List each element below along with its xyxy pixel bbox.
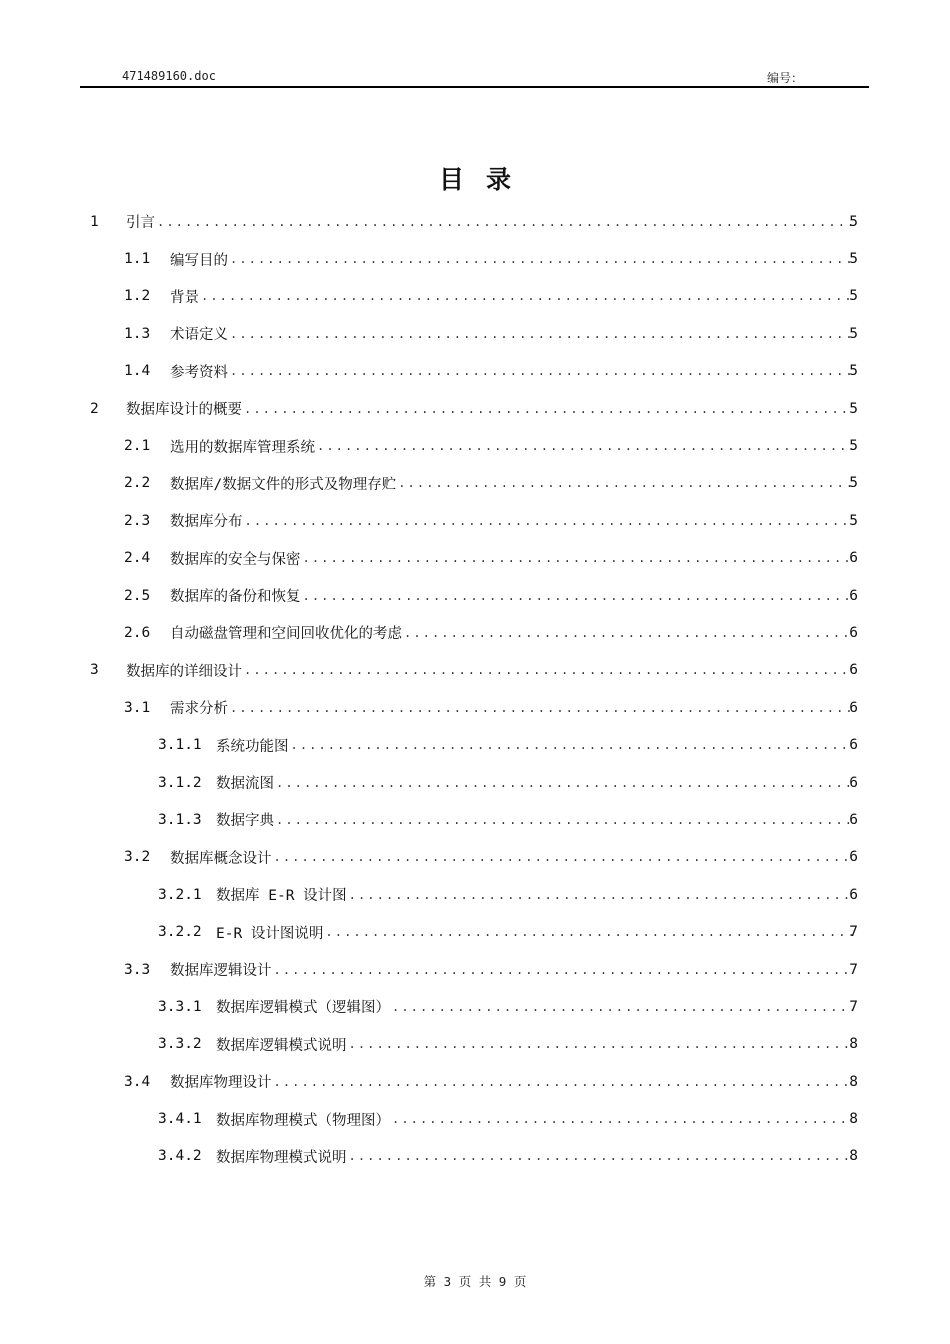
toc-entry-number: 1.2 — [124, 288, 151, 305]
toc-dot-leader — [398, 476, 852, 490]
toc-entry-number: 3.2.2 — [158, 924, 202, 941]
toc-entry-page: 5 — [849, 438, 858, 455]
toc-dot-leader — [303, 551, 853, 565]
toc-entry-page: 7 — [849, 924, 858, 941]
table-of-contents — [0, 203, 950, 1175]
toc-entry[interactable] — [0, 652, 950, 689]
toc-entry-number: 3.1.1 — [158, 737, 202, 754]
toc-entry-number: 3 — [90, 662, 99, 679]
toc-dot-leader — [230, 364, 852, 378]
toc-entry-title: 数据库物理模式说明 — [216, 1149, 347, 1166]
page-header — [80, 66, 869, 88]
toc-entry-page: 5 — [849, 251, 858, 268]
toc-dot-leader — [244, 663, 852, 677]
toc-entry-number: 3.2 — [124, 849, 151, 866]
toc-entry[interactable] — [0, 577, 950, 614]
toc-entry-page: 5 — [849, 288, 858, 305]
toc-entry[interactable] — [0, 801, 950, 838]
toc-entry-number: 1.1 — [124, 251, 151, 268]
toc-entry[interactable] — [0, 1138, 950, 1175]
toc-entry-number: 3.3.2 — [158, 1036, 202, 1053]
toc-dot-leader — [349, 1037, 853, 1051]
toc-entry-page: 6 — [849, 737, 858, 754]
toc-entry-title: 数据库逻辑模式说明 — [216, 1037, 347, 1054]
toc-entry-title: 数据库设计的概要 — [126, 402, 242, 419]
toc-entry[interactable] — [0, 689, 950, 726]
toc-entry-page: 6 — [849, 550, 858, 567]
toc-entry-title: 数据库逻辑设计 — [170, 963, 272, 979]
toc-entry-page: 5 — [849, 325, 858, 342]
toc-entry-title: 数据库物理设计 — [170, 1075, 272, 1092]
toc-entry[interactable] — [0, 876, 950, 913]
toc-dot-leader — [404, 626, 852, 640]
toc-dot-leader — [349, 888, 852, 902]
toc-entry-title: 背景 — [170, 289, 199, 306]
toc-entry-page: 6 — [849, 587, 858, 604]
toc-entry-page: 5 — [849, 213, 858, 230]
toc-entry-number: 3.3 — [124, 961, 151, 978]
toc-entry-title: 数据字典 — [216, 813, 274, 830]
toc-entry-title: 数据库 E-R 设计图 — [216, 888, 347, 905]
toc-dot-leader — [392, 1112, 852, 1126]
toc-entry-title: 数据库的安全与保密 — [170, 551, 301, 568]
toc-entry-title: 数据库物理模式（物理图） — [216, 1112, 390, 1129]
toc-dot-leader — [317, 439, 852, 453]
toc-entry-number: 3.1 — [124, 699, 151, 716]
toc-entry[interactable] — [0, 764, 950, 801]
toc-entry-number: 2.4 — [124, 550, 151, 567]
toc-entry-title: 系统功能图 — [216, 738, 289, 755]
toc-entry[interactable] — [0, 839, 950, 876]
toc-dot-leader — [230, 701, 852, 715]
toc-entry[interactable] — [0, 315, 950, 352]
toc-entry[interactable] — [0, 614, 950, 651]
toc-entry-number: 1.3 — [124, 325, 151, 342]
toc-dot-leader — [244, 402, 852, 416]
toc-entry[interactable] — [0, 1100, 950, 1137]
toc-entry-title: 编写目的 — [170, 252, 228, 269]
toc-entry-title: 引言 — [126, 215, 155, 232]
toc-entry[interactable] — [0, 1026, 950, 1063]
toc-entry-title: 参考资料 — [170, 364, 228, 381]
toc-entry[interactable] — [0, 427, 950, 464]
toc-entry-number: 3.4 — [124, 1073, 151, 1090]
toc-dot-leader — [349, 1149, 853, 1163]
toc-entry-page: 6 — [849, 886, 858, 903]
toc-dot-leader — [303, 589, 853, 603]
toc-entry[interactable] — [0, 988, 950, 1025]
toc-entry-number: 3.3.1 — [158, 998, 202, 1015]
toc-entry-number: 2 — [90, 400, 99, 417]
toc-entry-page: 7 — [849, 961, 858, 978]
toc-dot-leader — [230, 252, 852, 266]
toc-entry[interactable] — [0, 203, 950, 240]
toc-entry-title: 自动磁盘管理和空间回收优化的考虑 — [170, 626, 402, 643]
document-filename: 471489160.doc — [122, 69, 216, 83]
toc-entry-number: 3.4.1 — [158, 1111, 202, 1128]
toc-entry-page: 5 — [849, 363, 858, 380]
toc-entry-title: 数据流图 — [216, 776, 274, 793]
toc-entry[interactable] — [0, 951, 950, 988]
toc-dot-leader — [274, 1075, 853, 1089]
toc-entry-page: 8 — [849, 1148, 858, 1165]
toc-entry-number: 2.5 — [124, 587, 151, 604]
toc-entry-page: 8 — [849, 1111, 858, 1128]
toc-entry-title: 需求分析 — [170, 701, 228, 718]
toc-dot-leader — [245, 514, 853, 528]
toc-entry[interactable] — [0, 502, 950, 539]
toc-entry[interactable] — [0, 278, 950, 315]
toc-entry-title: 术语定义 — [170, 327, 228, 344]
toc-dot-leader — [276, 776, 852, 790]
toc-entry-number: 2.3 — [124, 512, 151, 529]
toc-entry-title: 数据库的详细设计 — [126, 663, 242, 680]
toc-entry-number: 3.1.3 — [158, 811, 202, 828]
toc-entry-number: 3.4.2 — [158, 1148, 202, 1165]
toc-entry-page: 8 — [849, 1073, 858, 1090]
toc-dot-leader — [276, 813, 852, 827]
toc-entry-number: 3.1.2 — [158, 774, 202, 791]
toc-entry-number: 2.2 — [124, 475, 151, 492]
toc-entry[interactable] — [0, 726, 950, 763]
toc-entry[interactable] — [0, 1063, 950, 1100]
toc-entry-page: 6 — [849, 624, 858, 641]
toc-dot-leader — [274, 963, 853, 977]
toc-entry-title: 选用的数据库管理系统 — [170, 439, 315, 456]
toc-entry-page: 6 — [849, 699, 858, 716]
toc-entry[interactable] — [0, 540, 950, 577]
toc-entry-title: 数据库逻辑模式（逻辑图） — [216, 1000, 390, 1017]
toc-entry-page: 6 — [849, 662, 858, 679]
toc-entry-title: 数据库分布 — [170, 514, 243, 531]
toc-entry[interactable] — [0, 353, 950, 390]
toc-dot-leader — [291, 738, 853, 752]
toc-entry[interactable] — [0, 913, 950, 950]
toc-dot-leader — [392, 1000, 852, 1014]
toc-entry-number: 3.2.1 — [158, 886, 202, 903]
toc-entry-page: 6 — [849, 849, 858, 866]
toc-entry-number: 1.4 — [124, 363, 151, 380]
toc-entry[interactable] — [0, 465, 950, 502]
toc-entry-page: 5 — [849, 512, 858, 529]
toc-entry-title: 数据库的备份和恢复 — [170, 589, 301, 606]
toc-title: 目录 — [438, 165, 533, 194]
toc-entry[interactable] — [0, 240, 950, 277]
toc-entry-title: E-R 设计图说明 — [216, 925, 324, 942]
toc-dot-leader — [157, 215, 852, 229]
toc-entry-number: 2.6 — [124, 624, 151, 641]
toc-entry-page: 8 — [849, 1036, 858, 1053]
toc-dot-leader — [325, 925, 852, 939]
document-number-label: 编号： — [766, 71, 803, 85]
toc-dot-leader — [201, 289, 852, 303]
page-footer: 第 3 页 共 9 页 — [423, 1274, 527, 1289]
toc-dot-leader — [274, 850, 853, 864]
toc-entry-title: 数据库/数据文件的形式及物理存贮 — [170, 476, 397, 493]
toc-entry[interactable] — [0, 390, 950, 427]
toc-entry-number: 1 — [90, 213, 99, 230]
toc-entry-page: 6 — [849, 811, 858, 828]
toc-entry-number: 2.1 — [124, 438, 151, 455]
toc-entry-page: 5 — [849, 475, 858, 492]
toc-entry-title: 数据库概念设计 — [170, 850, 272, 867]
toc-entry-page: 6 — [849, 774, 858, 791]
toc-dot-leader — [230, 327, 852, 341]
toc-entry-page: 5 — [849, 400, 858, 417]
toc-entry-page: 7 — [849, 998, 858, 1015]
